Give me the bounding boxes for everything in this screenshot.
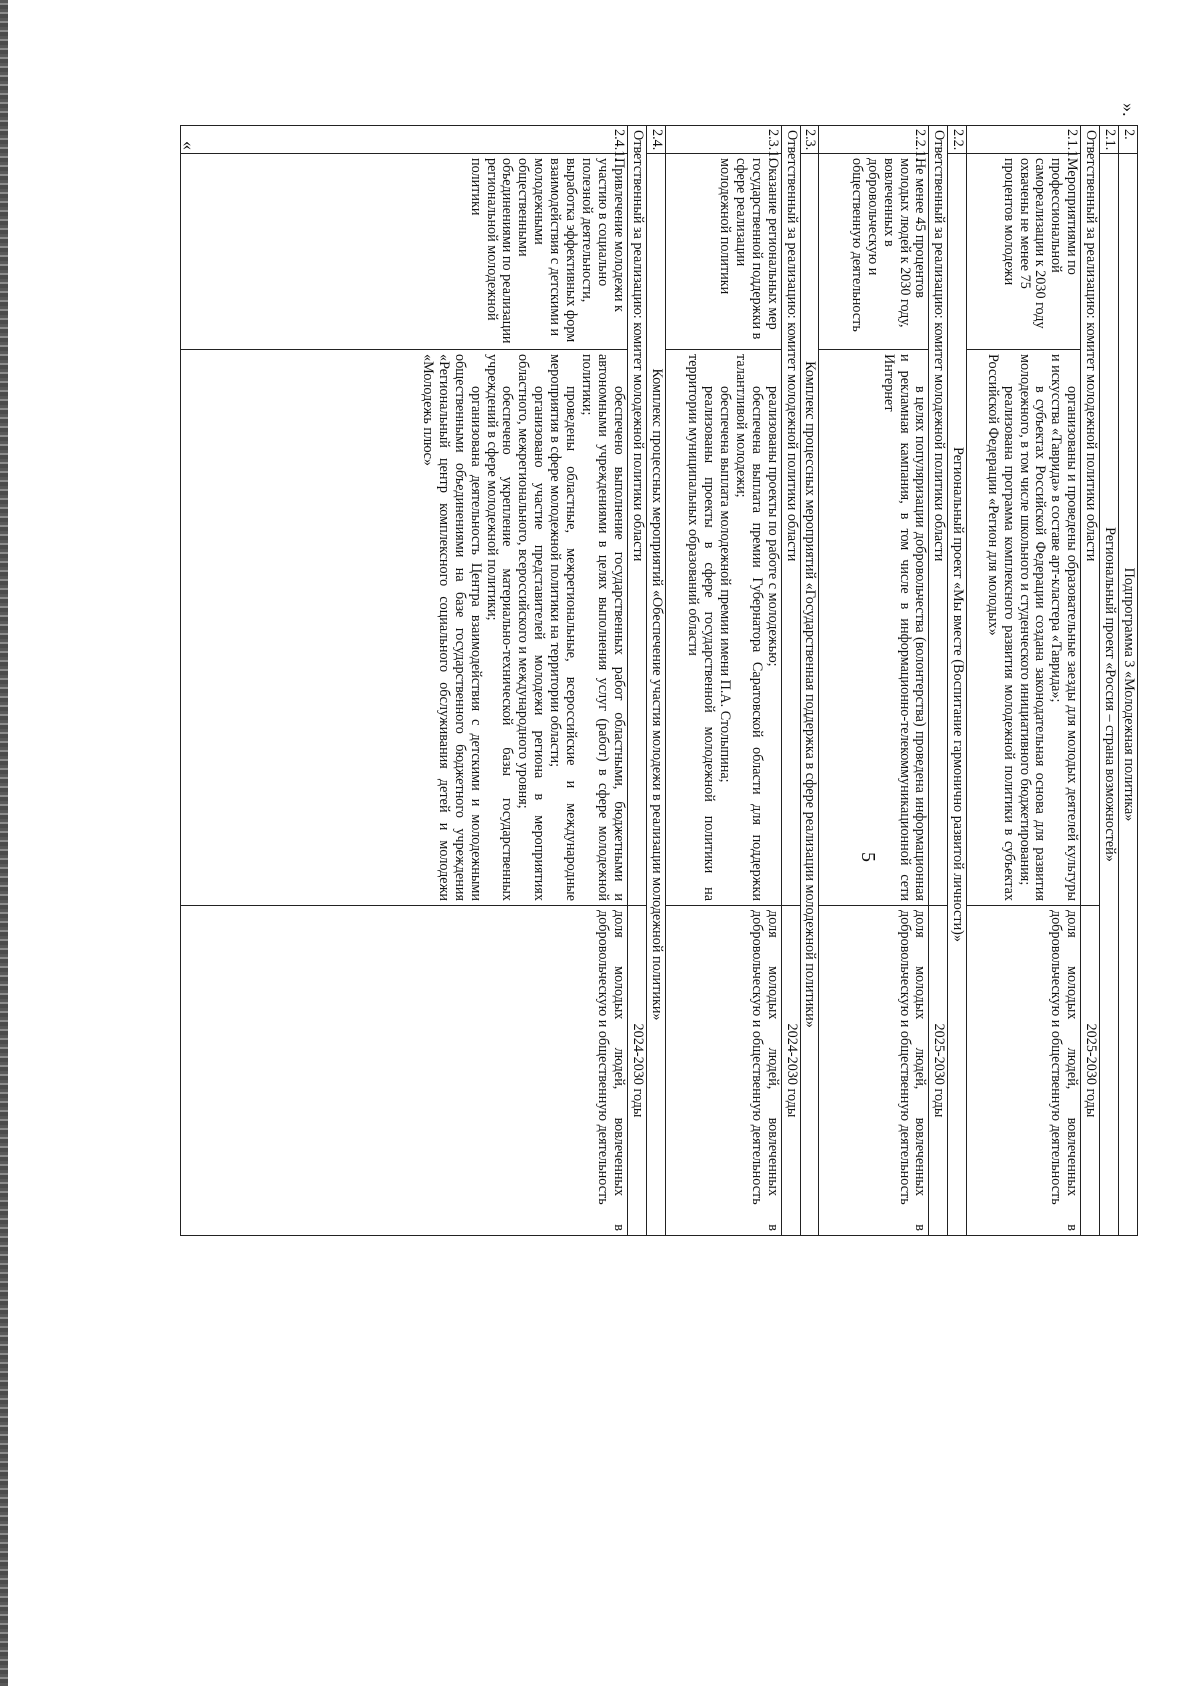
period: 2025-2030 годы xyxy=(929,906,948,1236)
responsible-text: Ответственный за реализацию: комитет молодежной политики области xyxy=(1081,126,1100,906)
result-item: организовано участие представителей молодежи региона в мероприятиях областного, межрегионального, всероссийского и международного уровня; xyxy=(515,354,548,901)
indicator-text: доля молодых людей, вовлеченных в добровольческую и общественную деятельность xyxy=(181,906,628,1236)
row-number: 2.2.1. xyxy=(819,126,929,154)
period: 2025-2030 годы xyxy=(1081,906,1100,1236)
result-item: организована деятельность Центра взаимодействия с детскими и молодежными общественными объединениями на базе государственного бюджетного учреждения «Региональный центр комплексного социального обслуживания детей и молодежи «Молодежь плюс» xyxy=(419,354,484,901)
result-item: в субъектах Российской Федерации создана законодательная основа для развития молодежного, в том числе школьного и студенческого инициативного бюджетирования; xyxy=(1016,354,1049,901)
table-row xyxy=(646,126,665,1236)
project-title: Региональный проект «Россия – страна возможностей» xyxy=(1100,154,1119,1236)
period: 2024-2030 годы xyxy=(781,906,800,1236)
result-item: организованы и проведены образовательные заезды для молодых деятелей культуры и искусства «Таврида» в составе арт-кластера «Таврида»; xyxy=(1048,354,1081,901)
subprogram-title: Подпрограмма 3 «Молодежная политика» xyxy=(1119,154,1138,1236)
result-item: обеспечено укрепление материально-технической базы государственных учреждений в сфере молодежной политики; xyxy=(483,354,516,901)
task-text: Мероприятиями по профессиональной самореализации к 2030 году охвачены не менее 75 процентов молодежи xyxy=(967,154,1081,350)
result-item: обеспечено выполнение государственных работ областными, бюджетными и автономными учреждениями в целях выполнения услуг (работ) в сфере молодежной политики; xyxy=(579,354,627,901)
row-number: 2.4. xyxy=(646,126,665,154)
rotated-table-frame xyxy=(180,125,1138,1235)
results-cell xyxy=(181,350,628,906)
result-item: в целях популяризации добровольчества (волонтерства) проведена информационная и рекламная кампания, в том числе в информационно-телекоммуникационной сети Интернет xyxy=(880,354,929,901)
opening-quote: « xyxy=(179,141,199,150)
table-row xyxy=(665,126,781,1236)
row-number: 2.1. xyxy=(1100,126,1119,154)
complex-title: Комплекс процессных мероприятий «Обеспечение участия молодежи в реализации молодежной политики» xyxy=(646,154,665,1236)
row-number: 2.2. xyxy=(948,126,967,154)
responsible-text: Ответственный за реализацию: комитет молодежной политики области xyxy=(627,126,646,906)
table-row xyxy=(967,126,1081,1236)
responsible-text: Ответственный за реализацию: комитет молодежной политики области xyxy=(929,126,948,906)
rotated-table-content xyxy=(180,125,1138,1235)
table-row xyxy=(929,126,948,1236)
scan-left-edge xyxy=(0,0,8,1686)
indicator-text: доля молодых людей, вовлеченных в добровольческую и общественную деятельность xyxy=(819,906,929,1236)
result-item: обеспечена выплата молодежной премии имени П.А. Столыпина; xyxy=(716,386,733,783)
result-item: реализованы проекты в сфере государственной молодежной политики на территории муниципальных образований области xyxy=(685,354,718,901)
row-number: 2.1.1. xyxy=(967,126,1081,154)
indicator-text: доля молодых людей, вовлеченных в добровольческую и общественную деятельность xyxy=(967,906,1081,1236)
task-text: Привлечение молодежи к участию в социально полезной деятельности, выработка эффективных форм взаимодействия с детскими и молодежными общественными объединениями по реализации региональной молодежной политики xyxy=(181,154,628,350)
page-number: 5 xyxy=(857,852,879,862)
table-row xyxy=(627,126,646,1236)
responsible-text: Ответственный за реализацию: комитет молодежной политики области xyxy=(781,126,800,906)
program-table xyxy=(180,125,1138,1236)
table-row xyxy=(819,126,929,1236)
task-text: Не менее 45 процентов молодых людей к 2030 году, вовлеченных в добровольческую и общественную деятельность xyxy=(819,154,929,350)
table-row xyxy=(1081,126,1100,1236)
results-cell xyxy=(967,350,1081,906)
results-cell xyxy=(819,350,929,906)
row-number: 2.3. xyxy=(800,126,819,154)
result-item: обеспечена выплата премии Губернатора Саратовской области для поддержки талантливой молодежи; xyxy=(732,354,765,901)
table-row xyxy=(948,126,967,1236)
results-cell xyxy=(665,350,781,906)
result-item: реализованы проекты по работе с молодежью; xyxy=(764,386,781,667)
table-row xyxy=(1100,126,1119,1236)
table-row xyxy=(800,126,819,1236)
table-row xyxy=(1119,126,1138,1236)
task-text: Оказание региональных мер государственной поддержки в сфере реализации молодежной политики xyxy=(665,154,781,350)
row-number: 2. xyxy=(1119,126,1138,154)
result-item: реализована программа комплексного развития молодежной политики в субъектах Российской Федерации «Регион для молодых» xyxy=(984,354,1017,901)
result-item: проведены областные, межрегиональные, всероссийские и международные мероприятия в сфере молодежной политики на территории области; xyxy=(547,354,580,901)
complex-title: Комплекс процессных мероприятий «Государственная поддержка в сфере реализации молодежной политики» xyxy=(800,154,819,1236)
indicator-text: доля молодых людей, вовлеченных в добровольческую и общественную деятельность xyxy=(665,906,781,1236)
table-row xyxy=(781,126,800,1236)
project-title: Региональный проект «Мы вместе (Воспитание гармонично развитой личности)» xyxy=(948,154,967,1236)
row-number: 2.3.1. xyxy=(665,126,781,154)
period: 2024-2030 годы xyxy=(627,906,646,1236)
row-number: 2.4.1. xyxy=(181,126,628,154)
table-row xyxy=(181,126,628,1236)
closing-quote: ». xyxy=(1119,103,1139,117)
